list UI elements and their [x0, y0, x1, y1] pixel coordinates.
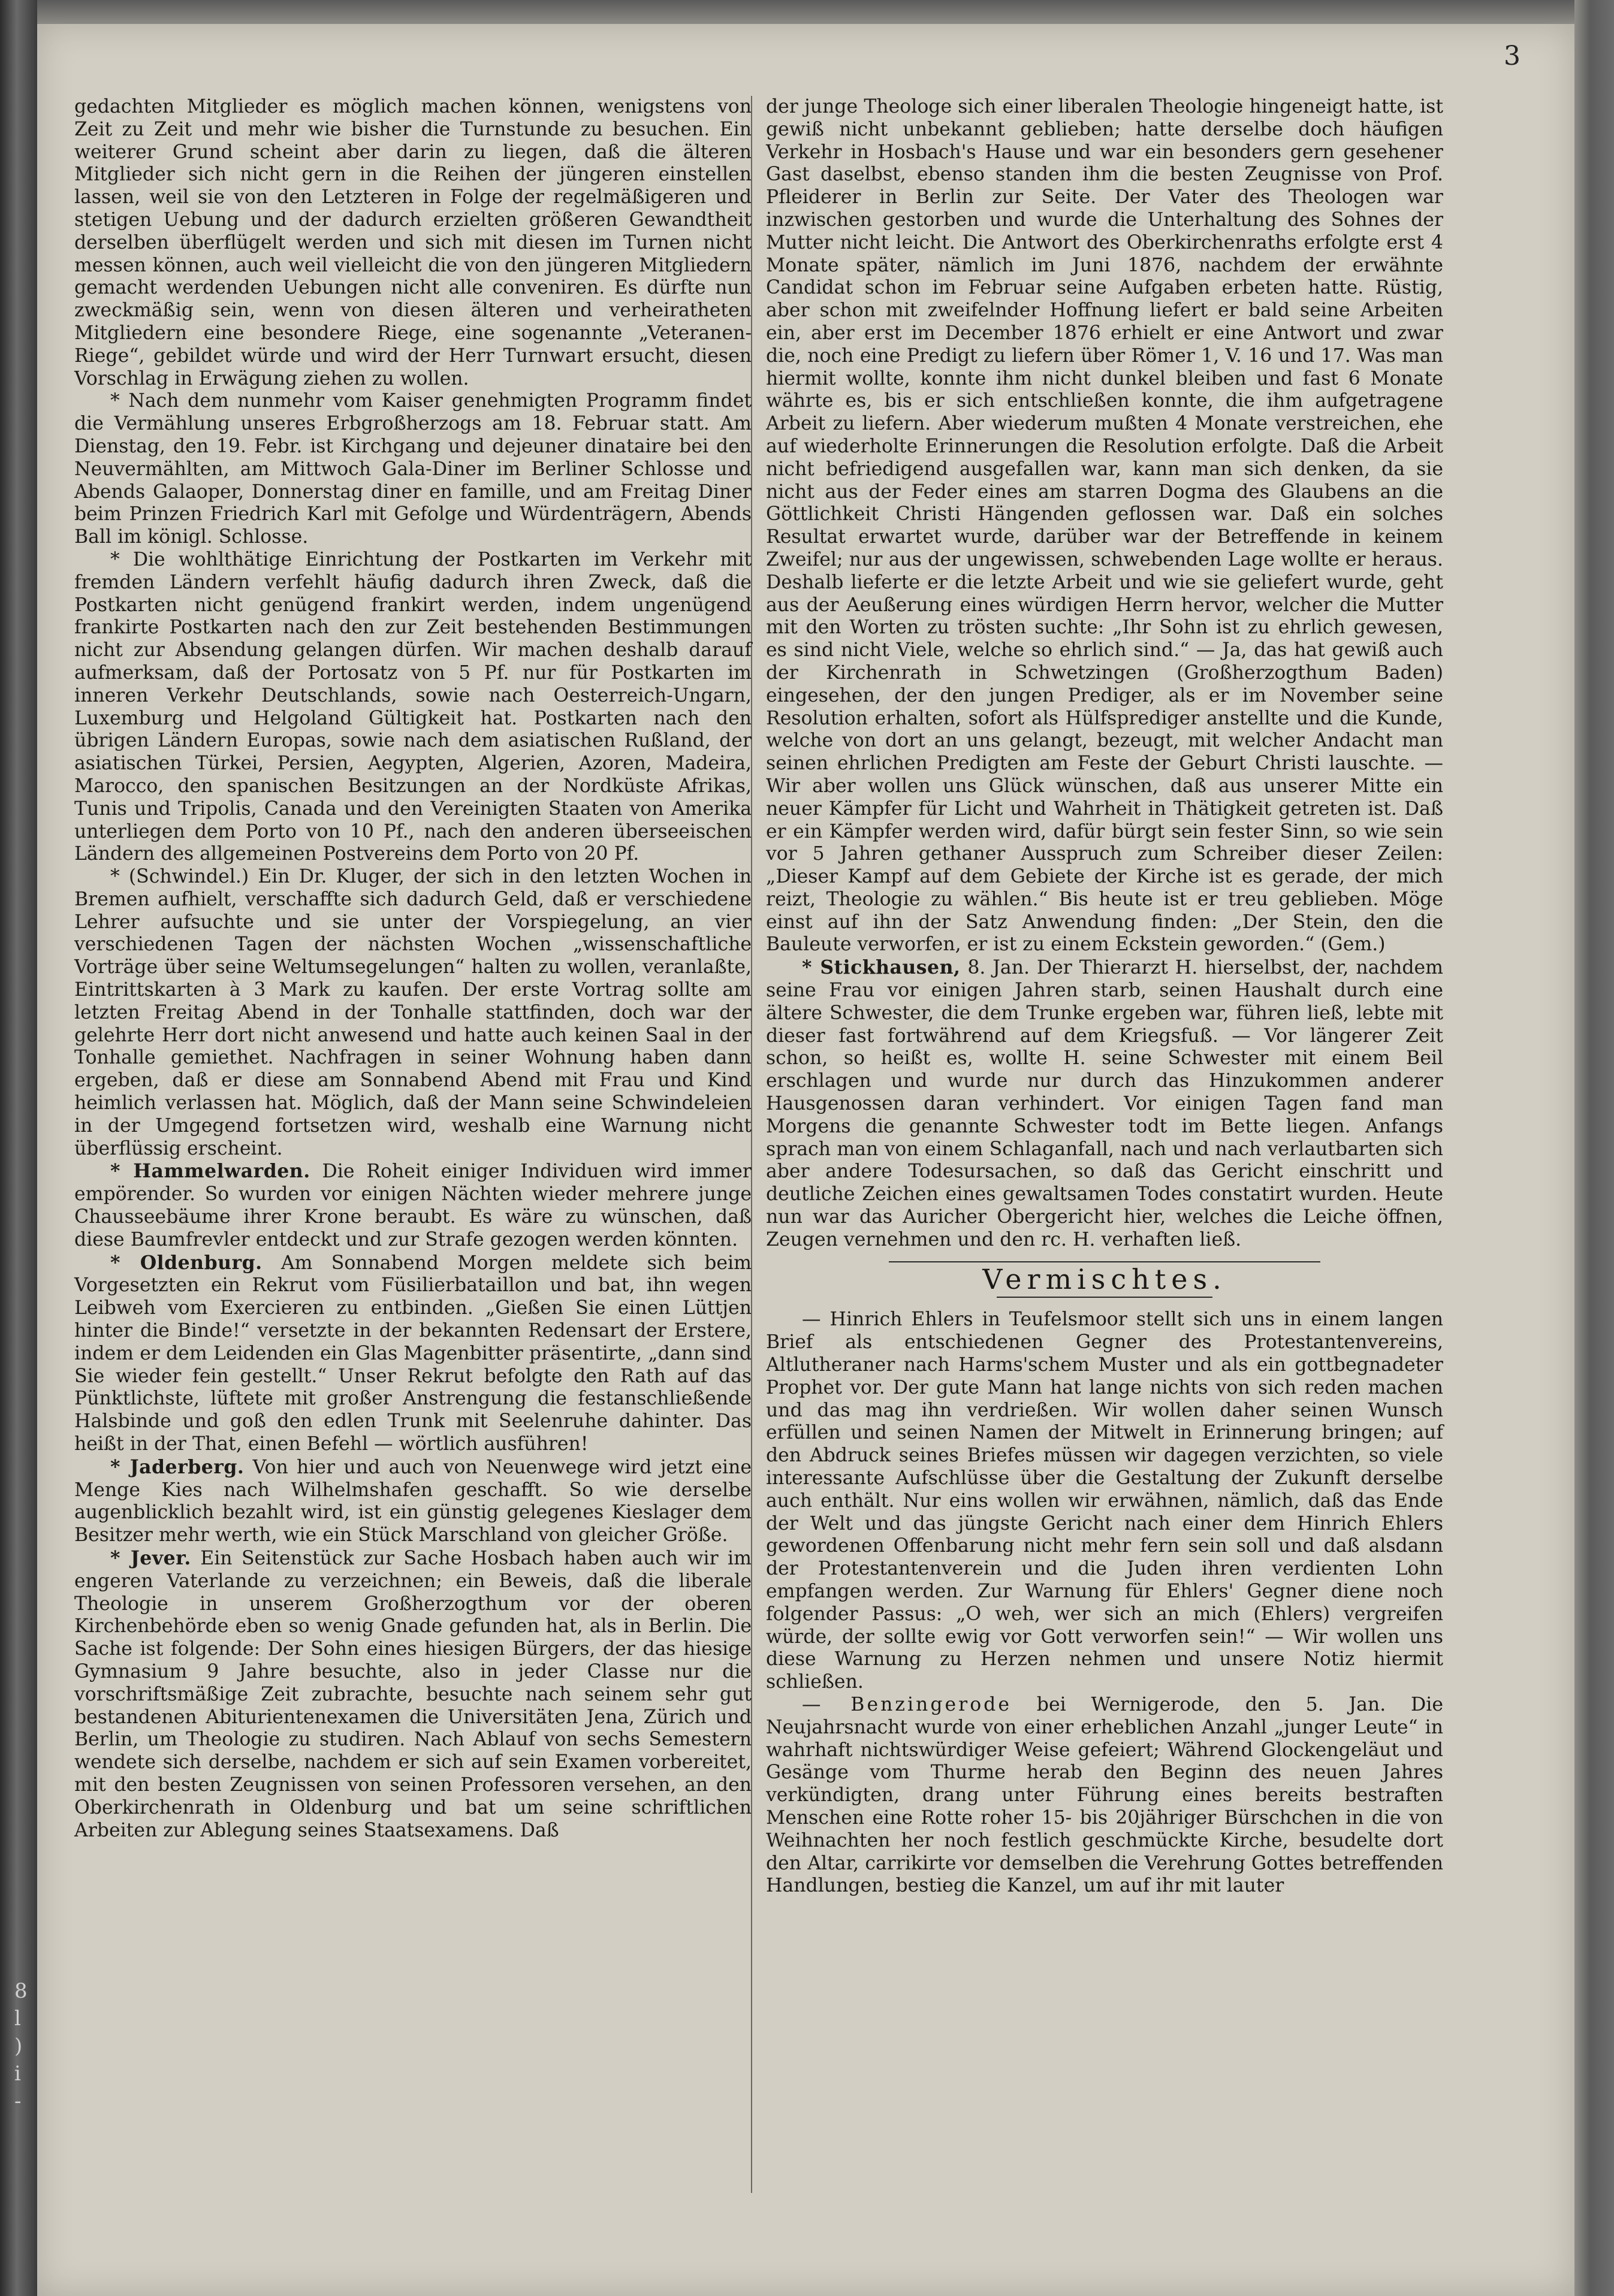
article-swindle-body: Ein Dr. Kluger, der sich in den letzten Wochen in Bremen aufhielt, verschaffte sich dadurch Geld, daß er verschiedene Lehrer aufsuchte und sie unter der Vorspiegelung, an vier verschiedenen Tagen der nächsten Wochen „wissenschaftliche Vorträge über seine Weltumsegelungen“ halten zu wollen, veranlaßte, Eintrittskarten à 3 Mark zu kaufen. Der erste Vortrag sollte am letzten Freitag Abend in der Tonhalle stattfinden, doch war der gelehrte Herr dort nicht anwesend und hatte auch keinen Saal in der Tonhalle gemiethet. Nachfragen in seiner Wohnung haben dann ergeben, daß er diese am Sonnabend Abend mit Frau und Kind heimlich verlassen hat. Möglich, daß der Mann seine Schwindeleien in der Umgegend fortsetzen wird, weshalb eine Warnung nicht überflüssig erscheint.	[74, 866, 752, 1159]
article-swindle	[74, 866, 752, 1160]
book-cover-right-edge	[1574, 0, 1614, 2296]
gutter-mark: 8	[14, 1979, 28, 2003]
article-hammelwarden-body: Die Roheit einiger Individuen wird immer empörender. So wurden vor einigen Nächten wieder mehrere junge Chausseebäume ihrer Krone beraubt. Es wäre zu wünschen, daß diese Baumfrevler entdeckt und zur Strafe gezogen werden könnten.	[74, 1161, 752, 1250]
article-continuation: gedachten Mitglieder es möglich machen können, wenigstens von Zeit zu Zeit und mehr wie bisher die Turnstunde zu besuchen. Ein weiterer Grund scheint aber darin zu liegen, daß die älteren Mitglieder sich nicht gern in die Reihen der jüngeren einstellen lassen, weil sie von den Letzteren in Folge der regelmäßigeren und stetigen Uebung und der dadurch erzielten größeren Gewandtheit derselben überflügelt werden und sich mit diesen im Turnen nicht messen können, auch weil vielleicht die von den jüngeren Mitgliedern gemacht werdenden Uebungen nicht alle conveniren. Es dürfte nun zweckmäßig sein, wenn von diesen älteren und verheiratheten Mitgliedern eine besondere Riege, eine sogenannte „Veteranen-Riege“, gebildet würde und wird der Herr Turnwart ersucht, diesen Vorschlag in Erwägung ziehen zu wollen.	[74, 96, 752, 389]
dateline-jever: * Jever.	[110, 1547, 191, 1569]
article-oldenburg-body: Am Sonnabend Morgen meldete sich beim Vorgesetzten ein Rekrut vom Füsilierbataillon und bat, ihn wegen Leibweh vom Exercieren zu entbinden. „Gießen Sie einen Lüttjen hinter die Binde!“ versetzte in der bekannten Redensart der Erstere, indem er dem Leidenden ein Glas Magenbitter präsentirte, „dann sind Sie wieder fein gestellt.“ Unser Rekrut befolgte den Rath auf das Pünktlichste, lüftete mit großer Anstrengung die festanschließende Halsbinde und goß den edlen Trunk mit Seelenruhe dahinter. Das heißt in der That, einen Befehl — wörtlich ausführen!	[74, 1252, 752, 1455]
section-heading-vermischtes: Vermischtes.	[982, 1262, 1227, 1295]
article-benzingerode	[766, 1694, 1443, 1898]
dateline-stickhausen: * Stickhausen,	[802, 956, 961, 979]
article-swindle-lead: * (Schwindel.)	[110, 866, 249, 888]
article-wedding-program: * Nach dem nunmehr vom Kaiser genehmigten Programm findet die Vermählung unseres Erbgroßherzogs am 18. Februar statt. Am Dienstag, den 19. Febr. ist Kirchgang und dejeuner dinataire bei den Neuvermählten, am Mittwoch Gala-Diner im Berliner Schlosse und Abends Galaoper, Donnerstag diner en famille, und am Freitag Diner beim Prinzen Friedrich Karl mit Gefolge und Würdenträgern, Abends Ball im königl. Schlosse.	[74, 390, 752, 548]
right-column	[766, 96, 1443, 1898]
article-benzingerode-body: bei Wernigerode, den 5. Jan. Die Neujahrsnacht wurde von einer erheblichen Anzahl „junger Leute“ in wahrhaft nichtswürdiger Weise gefeiert; Während Glockengeläut und Gesänge vom Thurme herab den Beginn des neuen Jahres verkündigten, drang unter Führung eines bereits bestraften Menschen eine Rotte roher 15- bis 20jähriger Bürschchen in die von Weihnachten her noch festlich geschmückte Kirche, besudelte dort den Altar, carrikirte vor demselben die Verehrung Gottes betreffenden Handlungen, bestieg die Kanzel, um auf ihr mit lauter	[766, 1693, 1443, 1897]
dateline-jaderberg: * Jaderberg.	[110, 1455, 245, 1478]
dateline-oldenburg: * Oldenburg.	[110, 1251, 263, 1274]
article-hammelwarden	[74, 1160, 752, 1251]
article-jaderberg-body: Von hier und auch von Neuenwege wird jetzt eine Menge Kies nach Wilhelmshafen geschafft. So wie derselbe augenblicklich bezahlt wird, ist ein günstig gelegenes Kieslager dem Besitzer mehr werth, wie ein Stück Marschland von gleicher Größe.	[74, 1456, 752, 1546]
left-column	[74, 96, 752, 1842]
gutter-mark: )	[14, 2034, 23, 2058]
article-jever-continuation: der junge Theologe sich einer liberalen Theologie hingeneigt hatte, ist gewiß nicht unbekannt geblieben; hatte derselbe doch häufigen Verkehr in Hosbach's Hause und war ein besonders gern gesehener Gast daselbst, ebenso standen ihm die besten Zeugnisse von Prof. Pfleiderer in Berlin zur Seite. Der Vater des Theologen war inzwischen gestorben und wurde die Unterhaltung des Sohnes der Mutter nicht leicht. Die Antwort des Oberkirchenraths erfolgte erst 4 Monate später, nämlich im Juni 1876, nachdem der erwähnte Candidat schon im Februar seine Aufgaben erbeten hatte. Rüstig, aber schon mit zweifelnder Hoffnung liefert er bald seine Arbeiten ein, aber erst im December 1876 erhielt er eine Antwort und zwar die, noch eine Predigt zu liefern über Römer 1, V. 16 und 17. Was man hiermit wollte, konnte ihm nicht dunkel bleiben und fast 6 Monate währte es, bis er sich entschließen konnte, die ihm aufgetragene Arbeit zu liefern. Aber wiederum mußten 4 Monate verstreichen, ehe auf wiederholte Erinnerungen die Resolution erfolgte. Daß die Arbeit nicht befriedigend ausgefallen war, kann man sich denken, da sie nicht aus der Feder eines am starren Dogma des Glaubens an die Göttlichkeit Christi Hängenden geflossen war. Daß ein solches Resultat erwartet wurde, darüber war der Betreffende in keinem Zweifel; nur aus der ungewissen, schwebenden Lage wollte er heraus. Deshalb lieferte er die letzte Arbeit und wie sie geliefert wurde, geht aus der Aeußerung eines würdigen Herrn hervor, welcher die Mutter mit den Worten zu trösten suchte: „Ihr Sohn ist zu ehrlich gewesen, es sind nicht Viele, welche so ehrlich sind.“ — Ja, das hat gewiß auch der Kirchenrath in Schwetzingen (Großherzogthum Baden) eingesehen, der den jungen Prediger, als er im November seine Resolution erhalten, sofort als Hülfsprediger anstellte und die Kunde, welche von dort an uns gelangt, bezeugt, mit welcher Andacht man seinen ehrlichen Predigten am Feste der Geburt Christi lauschte. — Wir aber wollen uns Glück wünschen, daß aus unserer Mitte ein neuer Kämpfer für Licht und Wahrheit in Thätigkeit getreten ist. Daß er ein Kämpfer werden wird, dafür bürgt sein fester Sinn, so wie sein vor 5 Jahren gethaner Ausspruch zum Schreiber dieser Zeilen: „Dieser Kampf auf dem Gebiete der Kirche ist es gerade, der mich reizt, Theologie zu wählen.“ Bis heute ist er treu geblieben. Möge einst auf ihn der Satz Anwendung finden: „Der Stein, den die Bauleute verworfen, er ist zu einem Eckstein geworden.“ (Gem.)	[766, 96, 1443, 956]
article-oldenburg	[74, 1252, 752, 1456]
article-stickhausen-body: 8. Jan. Der Thierarzt H. hierselbst, der, nachdem seine Frau vor einigen Jahren starb, seinen Haushalt durch eine ältere Schwester, die dem Trunke ergeben war, führen ließ, lebte mit dieser fast fortwährend auf dem Kriegsfuß. — Vor längerer Zeit schon, so heißt es, wollte H. seine Schwester mit einem Beil erschlagen und wurde nur durch das Hinzukommen anderer Hausgenossen daran verhindert. Vor einigen Tagen fand man Morgens die genannte Schwester todt im Bette liegen. Anfangs sprach man von einem Schlaganfall, nach und nach verlautbarten sich aber andere Todesursachen, so daß das Gericht einschritt und deutliche Zeichen eines gewaltsamen Todes constatirt wurden. Heute nun war das Auricher Obergericht hier, welches die Leiche öffnen, Zeugen vernehmen und den rc. H. verhaften ließ.	[766, 957, 1443, 1250]
article-jever-body: Ein Seitenstück zur Sache Hosbach haben auch wir im engeren Vaterlande zu verzeichnen; ein Beweis, daß die liberale Theologie in unserem Großherzogthum vor der oberen Kirchenbehörde eben so wenig Gnade gefunden hat, als in Berlin. Die Sache ist folgende: Der Sohn eines hiesigen Bürgers, der das hiesige Gymnasium 9 Jahre besuchte, also in jeder Classe nur die vorschriftsmäßige Zeit zubrachte, besuchte nach seinem sehr gut bestandenen Abiturientenexamen die Universitäten Jena, Zürich und Berlin, um Theologie zu studiren. Nach Ablauf von sechs Semestern wendete sich derselbe, nachdem er sich auf sein Examen vorbereitet, mit den besten Zeugnissen von seinen Professoren versehen, an den Oberkirchenrath in Oldenburg und bat um seine schriftlichen Arbeiten zur Ablegung seines Staatsexamens. Daß	[74, 1548, 752, 1841]
dateline-hammelwarden: * Hammelwarden.	[110, 1160, 310, 1183]
book-spine	[0, 0, 37, 2296]
article-stickhausen	[766, 956, 1443, 1251]
article-jever	[74, 1547, 752, 1842]
gutter-marks	[14, 1977, 32, 2229]
dateline-benzingerode: — Benzingerode	[802, 1693, 1012, 1715]
gutter-mark: l	[14, 2007, 21, 2031]
gutter-mark: -	[14, 2089, 22, 2113]
page-number: 3	[1504, 41, 1521, 71]
article-jaderberg	[74, 1456, 752, 1547]
article-ehlers: — Hinrich Ehlers in Teufelsmoor stellt sich uns in einem langen Brief als entschiedenen Gegner des Protestantenvereins, Altlutheraner nach Harms'schem Muster und als ein gottbegnadeter Prophet vor. Der gute Mann hat lange nichts von sich reden machen und das mag ihn verdrießen. Wir wollen daher seinen Wunsch erfüllen und seinen Namen der Mitwelt in Erinnerung bringen; auf den Abdruck seines Briefes müssen wir dagegen verzichten, so viele interessante Aufschlüsse über die Gestaltung der Zukunft derselbe auch enthält. Nur eins wollen wir erwähnen, nämlich, daß das Ende der Welt und das jüngste Gericht nach einer dem Hinrich Ehlers gewordenen Offenbarung nicht mehr fern sein soll und daß alsdann der Protestantenverein und die Juden ihren verdienten Lohn empfangen werden. Zur Warnung für Ehlers' Gegner diene noch folgender Passus: „O weh, wer sich an mich (Ehlers) vergreifen würde, der sollte ewig vor Gott verworfen sein!“ — Wir wollen uns diese Warnung zu Herzen nehmen und unsere Notiz hiermit schließen.	[766, 1309, 1443, 1693]
book-cover-top-edge	[37, 0, 1612, 25]
section-divider-line	[889, 1261, 1320, 1262]
gutter-mark: i	[14, 2062, 21, 2086]
section-heading-underline	[997, 1297, 1212, 1298]
article-postcards: * Die wohlthätige Einrichtung der Postkarten im Verkehr mit fremden Ländern verfehlt häufig dadurch ihren Zweck, daß die Postkarten nicht genügend frankirt werden, indem ungenügend frankirte Postkarten nach den zur Zeit bestehenden Bestimmungen nicht zur Absendung gelangen dürfen. Wir machen deshalb darauf aufmerksam, daß der Portosatz von 5 Pf. nur für Postkarten im inneren Verkehr Deutschlands, sowie nach Oesterreich-Ungarn, Luxemburg und Helgoland Gültigkeit hat. Postkarten nach den übrigen Ländern Europas, sowie nach dem asiatischen Rußland, der asiatischen Türkei, Persien, Aegypten, Algerien, Azoren, Madeira, Marocco, den spanischen Besitzungen an der Nordküste Afrikas, Tunis und Tripolis, Canada und den Vereinigten Staaten von Amerika unterliegen dem Porto von 10 Pf., nach den anderen überseeischen Ländern des allgemeinen Postvereins dem Porto von 20 Pf.	[74, 548, 752, 865]
